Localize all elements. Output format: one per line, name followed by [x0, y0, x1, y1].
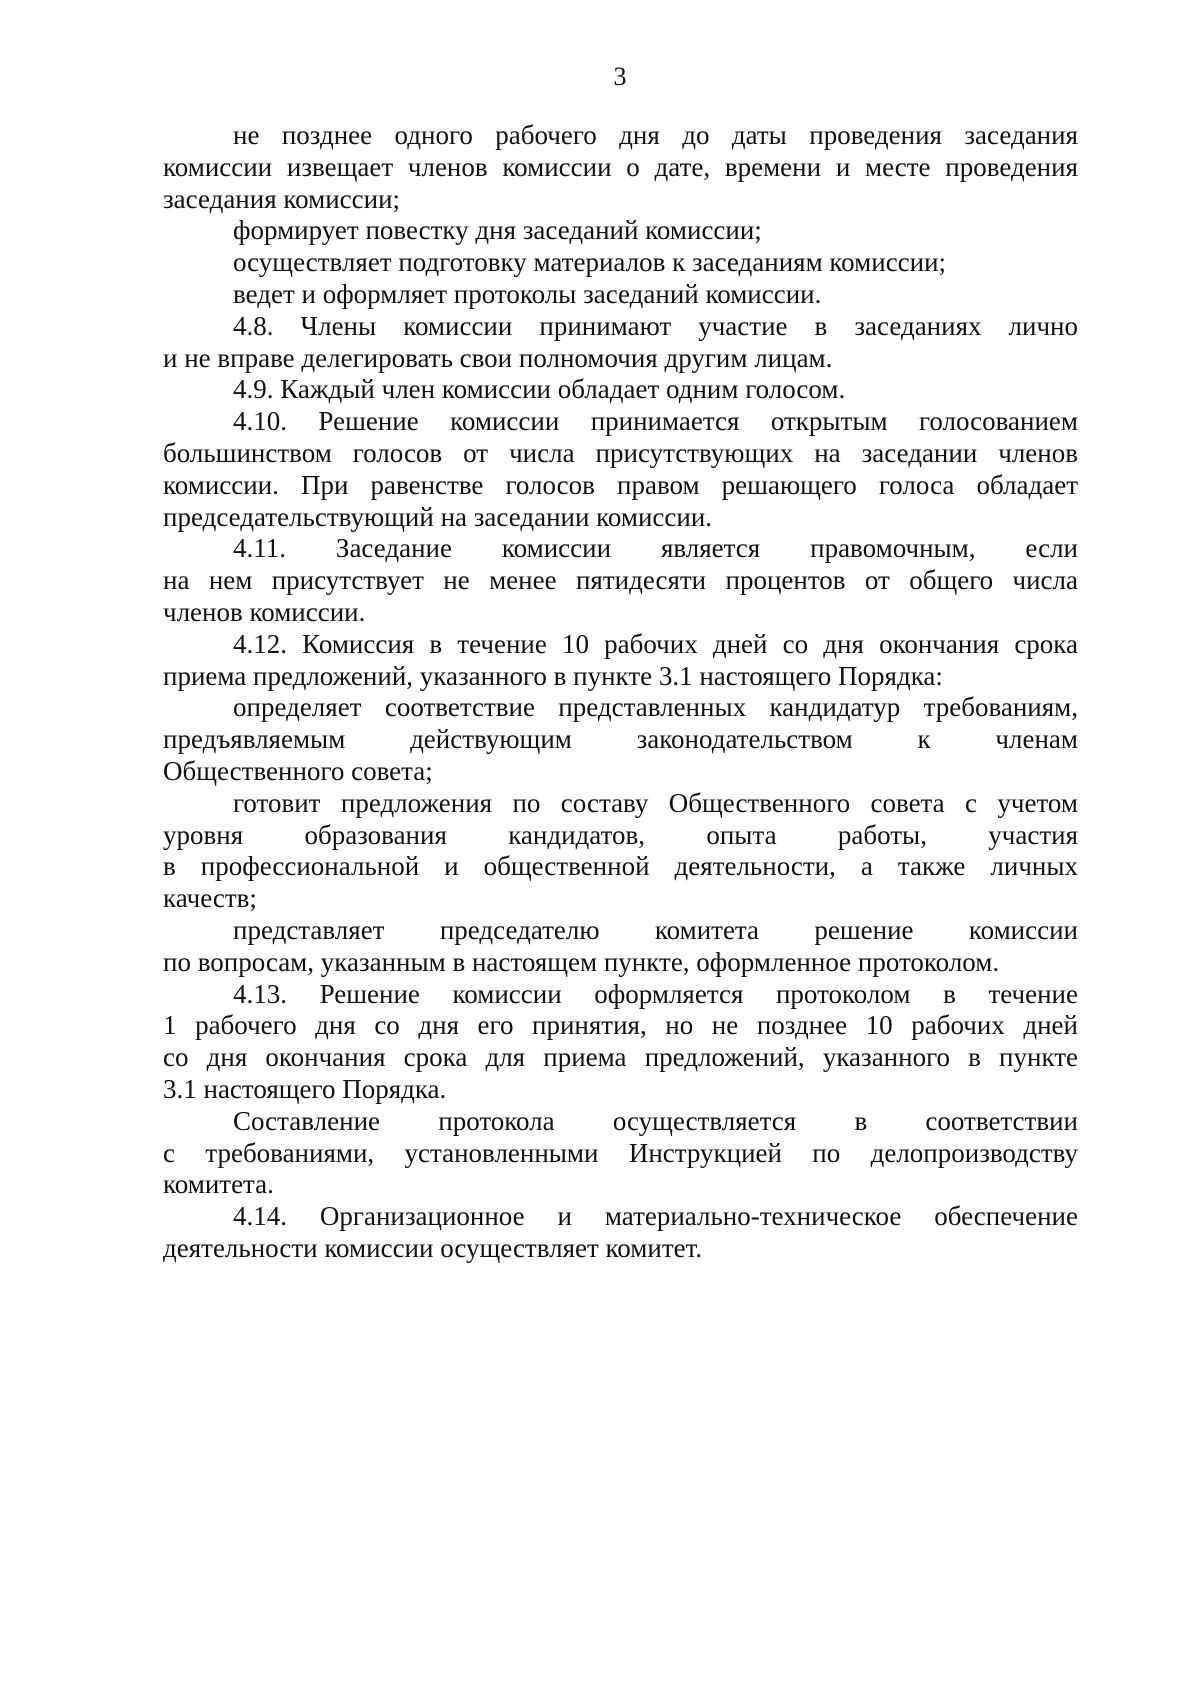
text-line: Общественного совета; — [163, 755, 433, 786]
text-line: заседания комиссии; — [163, 183, 401, 214]
text-line: 4.9. Каждый член комиссии обладает одним голосом. — [233, 374, 846, 405]
text-line: членов комиссии. — [163, 596, 366, 627]
text-line: со дня окончания срока для приема предложений, указанного в пункте — [163, 1042, 1078, 1073]
text-line: и не вправе делегировать свои полномочия другим лицам. — [163, 342, 833, 373]
text-line: осуществляет подготовку материалов к заседаниям комиссии; — [233, 247, 947, 278]
text-line: готовит предложения по составу Общественного совета с учетом — [233, 787, 1078, 818]
text-line: ведет и оформляет протоколы заседаний комиссии. — [233, 278, 822, 309]
text-line: на нем присутствует не менее пятидесяти процентов от общего числа — [163, 565, 1078, 596]
text-line: 4.12. Комиссия в течение 10 рабочих дней со дня окончания срока — [233, 628, 1078, 659]
text-line: деятельности комиссии осуществляет комитет. — [163, 1232, 703, 1263]
text-line: формирует повестку дня заседаний комиссии; — [233, 215, 762, 246]
text-line: по вопросам, указанным в настоящем пункте, оформленное протоколом. — [163, 946, 1000, 977]
text-line: Составление протокола осуществляется в соответствии — [233, 1105, 1078, 1136]
text-line: уровня образования кандидатов, опыта работы, участия — [163, 819, 1078, 850]
text-line: председательствующий на заседании комиссии. — [163, 501, 713, 532]
text-line: комиссии. При равенстве голосов правом решающего голоса обладает — [163, 469, 1078, 500]
document-body — [163, 120, 1078, 1265]
page-number: 3 — [613, 62, 627, 91]
text-line: 4.14. Организационное и материально-техническое обеспечение — [233, 1201, 1078, 1232]
text-line: с требованиями, установленными Инструкцией по делопроизводству — [163, 1137, 1078, 1168]
text-line: комиссии извещает членов комиссии о дате, времени и месте проведения — [163, 151, 1078, 182]
text-line: 4.10. Решение комиссии принимается открытым голосованием — [233, 406, 1078, 437]
text-line: большинством голосов от числа присутствующих на заседании членов — [163, 437, 1078, 468]
text-line: предъявляемым действующим законодательством к членам — [163, 724, 1078, 755]
text-line: 4.13. Решение комиссии оформляется протоколом в течение — [233, 978, 1078, 1009]
text-line: представляет председателю комитета решение комиссии — [233, 914, 1078, 945]
text-line: не позднее одного рабочего дня до даты проведения заседания — [233, 120, 1078, 150]
text-line: качеств; — [163, 883, 257, 914]
text-line: комитета. — [163, 1169, 274, 1200]
text-line: 4.8. Члены комиссии принимают участие в заседаниях лично — [233, 310, 1078, 341]
text-line: 1 рабочего дня со дня его принятия, но не позднее 10 рабочих дней — [163, 1010, 1078, 1041]
text-line: определяет соответствие представленных кандидатур требованиям, — [233, 692, 1078, 723]
text-line: 3.1 настоящего Порядка. — [163, 1073, 447, 1104]
text-line: приема предложений, указанного в пункте 3.1 настоящего Порядка: — [163, 660, 943, 691]
text-line: в профессиональной и общественной деятельности, а также личных — [163, 851, 1078, 882]
text-line: 4.11. Заседание комиссии является правомочным, если — [233, 533, 1078, 564]
